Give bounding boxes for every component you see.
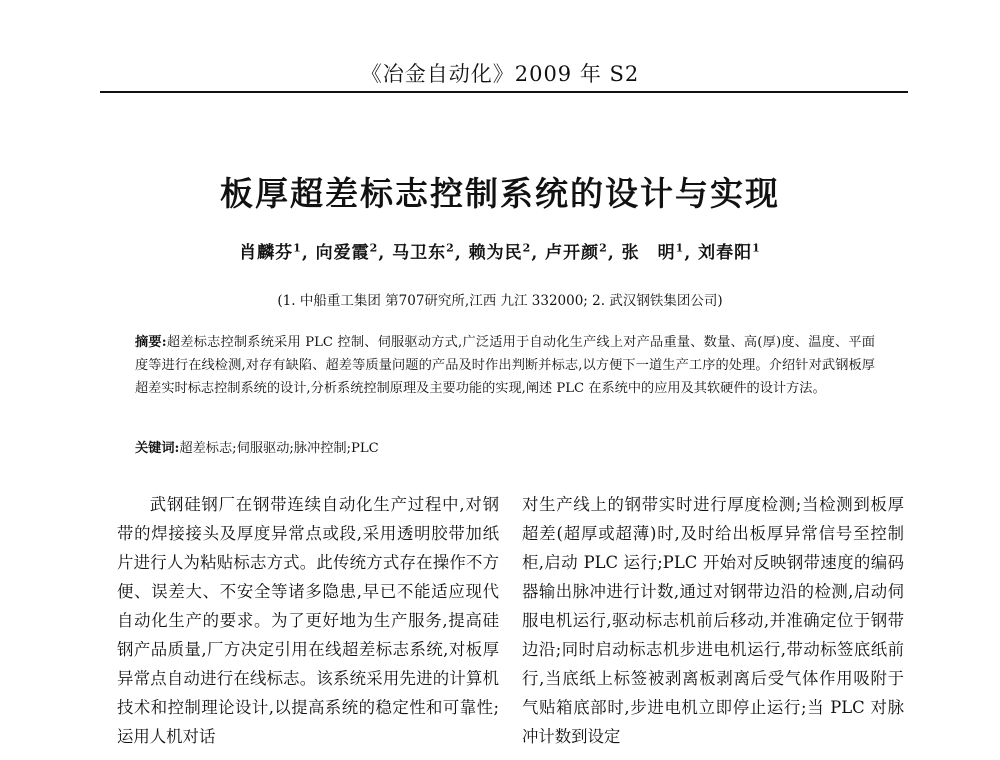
author-affil-mark: 2 <box>599 241 608 255</box>
author-affil-mark: 1 <box>675 241 685 255</box>
keywords-label: 关键词: <box>135 441 180 456</box>
author-name: 卢开颜 <box>545 243 600 263</box>
affiliations: (1. 中船重工集团 第707研究所,江西 九江 332000; 2. 武汉钢铁集团公司) <box>277 293 723 309</box>
abstract <box>135 331 875 400</box>
author-name: 肖麟芬 <box>239 243 294 263</box>
author-name: 张 明 <box>621 243 676 263</box>
header-rule <box>100 91 908 93</box>
paper-title: 板厚超差标志控制系统的设计与实现 <box>220 174 780 213</box>
author-list: 肖麟芬$^1$, 向爱霞$^2$, 马卫东$^2$, 赖为民$^2$, 卢开颜$^2$, 张 明$^1$, 刘春阳$^1$ <box>239 241 761 263</box>
author-name: 赖为民 <box>468 243 523 263</box>
body-paragraph: 对生产线上的钢带实时进行厚度检测;当检测到板厚超差(超厚或超薄)时,及时给出板厚异常信号至控制柜,启动 PLC 运行;PLC 开始对反映钢带速度的编码器输出脉冲进行计数,通过对钢带边沿的检测,启动伺服电机运行,驱动标志机前后移动,并准确定位于钢带边沿;同时启动标志机步进电机运行,带动标签底纸前行,当底纸上标签被剥离板剥离后受气体作用吸附于气贴箱底部时,步进电机立即停止运行;当 PLC 对脉冲计数到设定 <box>522 495 904 746</box>
author-affil-mark: 1 <box>752 241 761 255</box>
abstract-text: 超差标志控制系统采用 PLC 控制、伺服驱动方式,广泛适用于自动化生产线上对产品重量、数量、高(厚)度、温度、平面度等进行在线检测,对存有缺陷、超差等质量问题的产品及时作出判断并标志,以方便下一道生产工序的处理。介绍针对武钢板厚超差实时标志控制系统的设计,分析系统控制原理及主要功能的实现,阐述 PLC 在系统中的应用及其软硬件的设计方法。 <box>135 335 875 396</box>
body-column-left <box>117 490 499 751</box>
keywords-text: 超差标志;伺服驱动;脉冲控制;PLC <box>179 441 379 456</box>
body-paragraph: 武钢硅钢厂在钢带连续自动化生产过程中,对钢带的焊接接头及厚度异常点或段,采用透明胶带加纸片进行人为粘贴标志方式。此传统方式存在操作不方便、误差大、不安全等诸多隐患,早已不能适应现代自动化生产的要求。为了更好地为生产服务,提高硅钢产品质量,厂方决定引用在线超差标志系统,对板厚异常点自动进行在线标志。该系统采用先进的计算机技术和控制理论设计,以提高系统的稳定性和可靠性;运用人机对话 <box>117 495 499 746</box>
author-affil-mark: 2 <box>522 241 532 255</box>
keywords <box>135 437 875 456</box>
running-head: 《冶金自动化》2009 年 S2 <box>360 62 640 86</box>
abstract-label: 摘要: <box>135 335 167 350</box>
author-name: 向爱霞 <box>315 243 370 263</box>
body-column-right <box>522 490 904 751</box>
author-affil-mark: 2 <box>446 241 455 255</box>
author-name: 马卫东 <box>392 243 447 263</box>
author-affil-mark: 2 <box>369 241 379 255</box>
author-name: 刘春阳 <box>698 243 753 263</box>
author-affil-mark: 1 <box>293 241 302 255</box>
